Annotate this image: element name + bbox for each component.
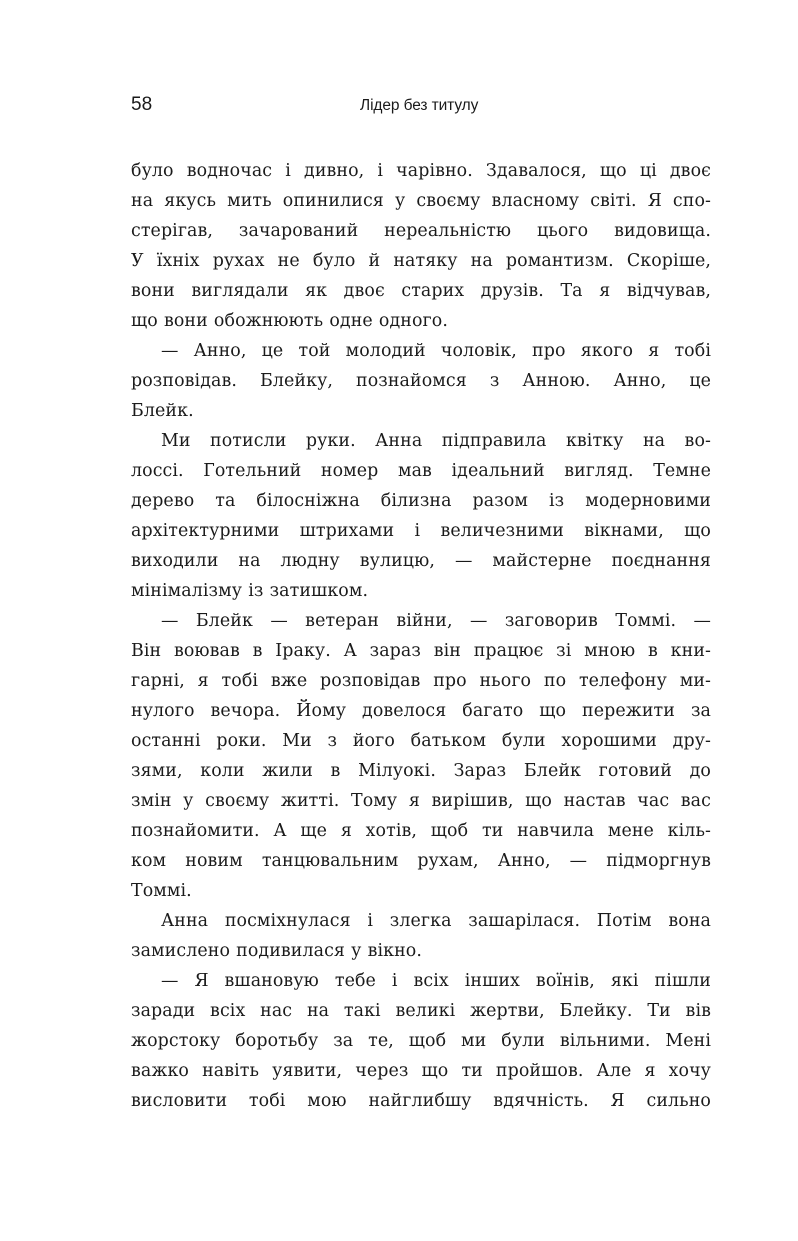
text-line: вони виглядали як двоє старих друзів. Та я відчував, (131, 281, 711, 301)
text-line: замислено подивилася у вікно. (131, 941, 423, 961)
text-line: — Анно, це той молодий чоловік, про якого я тобі (161, 341, 711, 361)
text-line: Він воював в Іраку. А зараз він працює зі мною в кни- (131, 641, 711, 661)
text-line: було водночас і дивно, і чарівно. Здавалося, що ці двоє (131, 161, 711, 181)
text-line: Блейк. (131, 401, 194, 421)
text-line: на якусь мить опинилися у своєму власному світі. Я спо- (131, 191, 711, 211)
text-line: — Я вшановую тебе і всіх інших воїнів, які пішли (161, 971, 711, 991)
text-line: У їхніх рухах не було й натяку на романтизм. Скоріше, (131, 251, 711, 271)
text-line: зями, коли жили в Мілуокі. Зараз Блейк готовий до (131, 761, 711, 781)
text-line: познайомити. А ще я хотів, щоб ти навчила мене кіль- (131, 821, 711, 841)
text-line: лоссі. Готельний номер мав ідеальний вигляд. Темне (131, 461, 711, 481)
text-line: що вони обожнюють одне одного. (131, 311, 448, 331)
text-line: архітектурними штрихами і величезними вікнами, що (131, 521, 711, 541)
text-line: висловити тобі мою найглибшу вдячність. Я сильно (131, 1091, 711, 1111)
text-line: дерево та білосніжна білизна разом із модерновими (131, 491, 711, 511)
text-line: важко навіть уявити, через що ти пройшов. Але я хочу (131, 1061, 711, 1081)
text-line: жорстоку боротьбу за те, щоб ми були вільними. Мені (131, 1031, 711, 1051)
body-text (131, 156, 711, 1116)
text-line: Анна посміхнулася і злегка зашарілася. Потім вона (161, 911, 711, 931)
running-title: Лідер без титулу (360, 97, 479, 114)
text-line: — Блейк — ветеран війни, — заговорив Томмі. — (161, 611, 711, 631)
text-line: нулого вечора. Йому довелося багато що пережити за (131, 701, 711, 721)
text-line: Ми потисли руки. Анна підправила квітку на во- (161, 431, 711, 451)
text-line: ком новим танцювальним рухам, Анно, — підморгнув (131, 851, 711, 871)
text-line: стерігав, зачарований нереальністю цього видовища. (131, 221, 711, 241)
text-line: гарні, я тобі вже розповідав про нього по телефону ми- (131, 671, 711, 691)
text-line: змін у своєму житті. Тому я вирішив, що настав час вас (131, 791, 711, 811)
text-line: Томмі. (131, 881, 192, 901)
text-line: заради всіх нас на такі великі жертви, Блейку. Ти вів (131, 1001, 711, 1021)
page-header (131, 92, 711, 118)
text-line: розповідав. Блейку, познайомся з Анною. Анно, це (131, 371, 711, 391)
text-line: останні роки. Ми з його батьком були хорошими дру- (131, 731, 711, 751)
text-line: виходили на людну вулицю, — майстерне поєднання (131, 551, 711, 571)
text-line: мінімалізму із затишком. (131, 581, 369, 601)
page-number: 58 (131, 94, 153, 115)
